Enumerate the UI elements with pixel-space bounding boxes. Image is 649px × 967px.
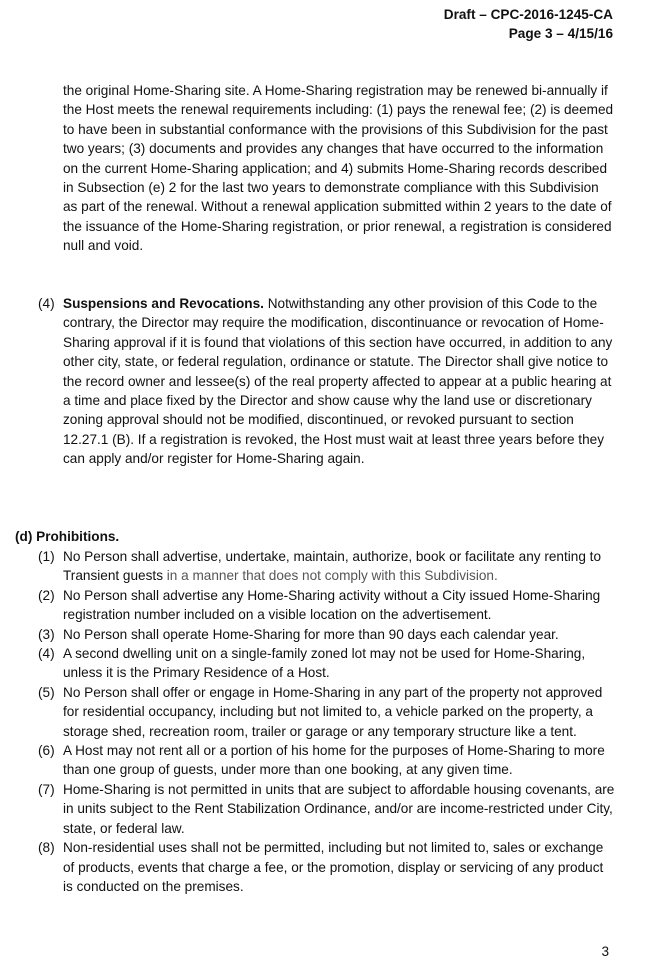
list-item-number: (8) [38, 840, 55, 856]
list-item-number: (1) [38, 549, 55, 564]
list-item [38, 644, 615, 683]
list-item-text-gray: in a manner that does not comply with this Subdivision. [163, 568, 498, 584]
list-item [38, 547, 615, 586]
prohibitions-list [38, 547, 615, 896]
list-item-text: A second dwelling unit on a single-family zoned lot may not be used for Home-Sharing, unless it is the Primary Residence of a Host. [63, 646, 586, 681]
item-body [63, 294, 615, 469]
page-number: 3 [601, 944, 609, 959]
list-item-text: Home-Sharing is not permitted in units that are subject to affordable housing covenants, are in units subject to the Rent Stabilization Ordinance, and/or are income-restricted under City, state, or federal law. [63, 781, 615, 836]
list-item-text: No Person shall advertise any Home-Sharing activity without a City issued Home-Sharing registration number included on a visible location on the advertisement. [63, 587, 601, 623]
list-item-number: (3) [38, 626, 55, 642]
item-text: Notwithstanding any other provision of this Code to the contrary, the Director may require the modification, discontinuance or revocation of Home-Sharing approval if it is found that violations of this section have occurred, in addition to any other city, state, or federal regulation, ordinance or statute. The Director shall give notice to the record owner and lessee(s) of the real property affected to appear at a public hearing at a time and place fixed by the Director and show cause why the land use or discretionary zoning approval should not be modified, discontinued, or revoked pursuant to section 12.27.1 (B). If a registration is revoked, the Host must wait at least three years before they can apply and/or register for Home-Sharing again. [63, 296, 613, 467]
item-title: Suspensions and Revocations. [63, 296, 264, 311]
list-item [38, 683, 615, 741]
header-page-date: Page 3 – 4/15/16 [508, 26, 613, 41]
list-item-text [63, 547, 615, 586]
list-item-number: (7) [38, 781, 55, 797]
list-item-number: (5) [38, 684, 55, 700]
list-item-number: (2) [38, 587, 55, 603]
list-item-text-main: No Person shall advertise, undertake, maintain, authorize, book or facilitate any renting to Transient guests [63, 549, 602, 584]
list-item [38, 625, 615, 644]
list-item [38, 741, 615, 780]
continued-paragraph: the original Home-Sharing site. A Home-Sharing registration may be renewed bi-annually if the Host meets the renewal requirements including: (1) pays the renewal fee; (2) is deemed to have been in substantial conformance with the provisions of this Subdivision for the past two years; (3) documents and provides any changes that have occurred to the information on the current Home-Sharing application; and 4) submits Home-Sharing records described in Subsection (e) 2 for the last two years to demonstrate compliance with this Subdivision as part of the renewal. Without a renewal application submitted within 2 years to the date of the issuance of the Home-Sharing registration, or prior renewal, a registration is considered null and void. [63, 83, 614, 254]
list-item-text: No Person shall operate Home-Sharing for more than 90 days each calendar year. [63, 626, 559, 642]
item-number: (4) [38, 296, 55, 311]
list-item-text: A Host may not rent all or a portion of his home for the purposes of Home-Sharing to more than one group of guests, under more than one booking, at any given time. [63, 743, 605, 778]
list-item-text: No Person shall offer or engage in Home-Sharing in any part of the property not approved for residential occupancy, including but not limited to, a vehicle parked on the property, a storage shed, recreation room, trailer or garage or any temporary structure like a tent. [63, 684, 603, 739]
list-item-number: (4) [38, 646, 55, 662]
item-suspensions-revocations [38, 294, 615, 469]
list-item-text: Non-residential uses shall not be permitted, including but not limited to, sales or exchange of products, events that charge a fee, or the promotion, display or servicing of any product is conducted on the premises. [63, 840, 604, 894]
list-item [38, 586, 615, 625]
page-header [444, 5, 613, 43]
list-item-number: (6) [38, 743, 55, 759]
header-document-id: Draft – CPC-2016-1245-CA [443, 7, 613, 22]
list-item [38, 838, 615, 896]
prohibitions-heading: (d) Prohibitions. [15, 529, 120, 544]
list-item [38, 780, 615, 838]
